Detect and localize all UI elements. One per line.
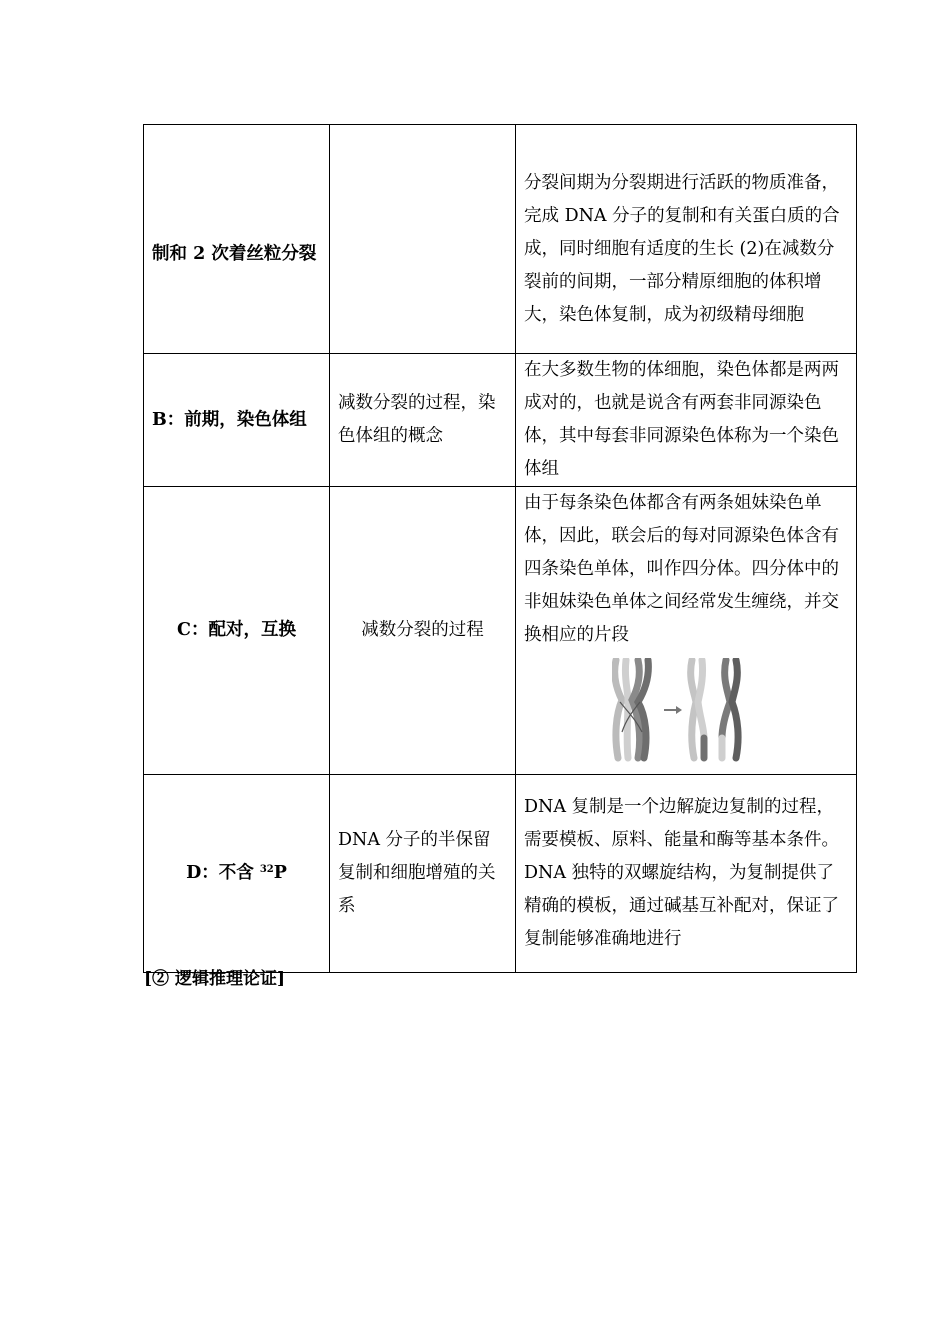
row3-col2 [330,487,516,775]
row3-col3 [516,487,857,775]
row2-col2 [330,354,516,487]
row4-col1-suffix: P [273,863,287,883]
row4-col3 [516,775,857,973]
row2-col1-text: B：前期，染色体组 [152,409,307,430]
row3-col3-text: 由于每条染色体都含有两条姐妹染色单体，因此，联会后的每对同源染色体含有四条染色单体，叫作四分体。四分体中的非姐妹染色单体之间经常发生缠绕，并交换相应的片段 [524,493,839,645]
row4-col3-text: DNA 复制是一个边解旋边复制的过程，需要模板、原料、能量和酶等基本条件。DNA 独特的双螺旋结构，为复制提供了精确的模板，通过碱基互补配对，保证了复制能够准确地进行 [524,797,839,949]
table-row [144,125,857,354]
row4-col2-text: DNA 分子的半保留复制和细胞增殖的关系 [338,830,496,916]
row1-col3-text: 分裂间期为分裂期进行活跃的物质准备，完成 DNA 分子的复制和有关蛋白质的合成，同时细胞有适度的生长 (2)在减数分裂前的间期，一部分精原细胞的体积增大，染色体复制，成为初级精母细胞 [524,172,840,325]
chromosome-pair-after-icon [691,660,738,758]
chromosome-pair-before-icon [615,660,649,758]
section-heading: [② 逻辑推理论证] [144,969,286,989]
row1-col2 [330,125,516,354]
row4-col1 [144,775,330,973]
chromosome-crossover-figure [612,658,752,764]
row4-col1-text [152,857,321,890]
row1-col1 [144,125,330,354]
table-row [144,354,857,487]
row2-col3 [516,354,857,487]
row4-col2 [330,775,516,973]
row1-col3 [516,125,857,354]
row3-col2-text: 减数分裂的过程 [361,620,484,640]
row2-col1 [144,354,330,487]
row2-col3-text: 在大多数生物的体细胞，染色体都是两两成对的，也就是说含有两套非同源染色体，其中每套非同源染色体称为一个染色体组 [524,360,839,479]
arrow-right-icon [664,706,682,714]
table-row [144,487,857,775]
row1-col1-text: 制和 2 次着丝粒分裂 [152,243,317,264]
row4-col1-sup: 32 [259,864,274,875]
table-row [144,775,857,973]
row4-col1-prefix: D：不含 [186,863,260,883]
row3-col1 [144,487,330,775]
knowledge-table [143,124,857,973]
row2-col2-text: 减数分裂的过程，染色体组的概念 [338,393,496,446]
row3-col1-text: C：配对，互换 [177,620,296,640]
